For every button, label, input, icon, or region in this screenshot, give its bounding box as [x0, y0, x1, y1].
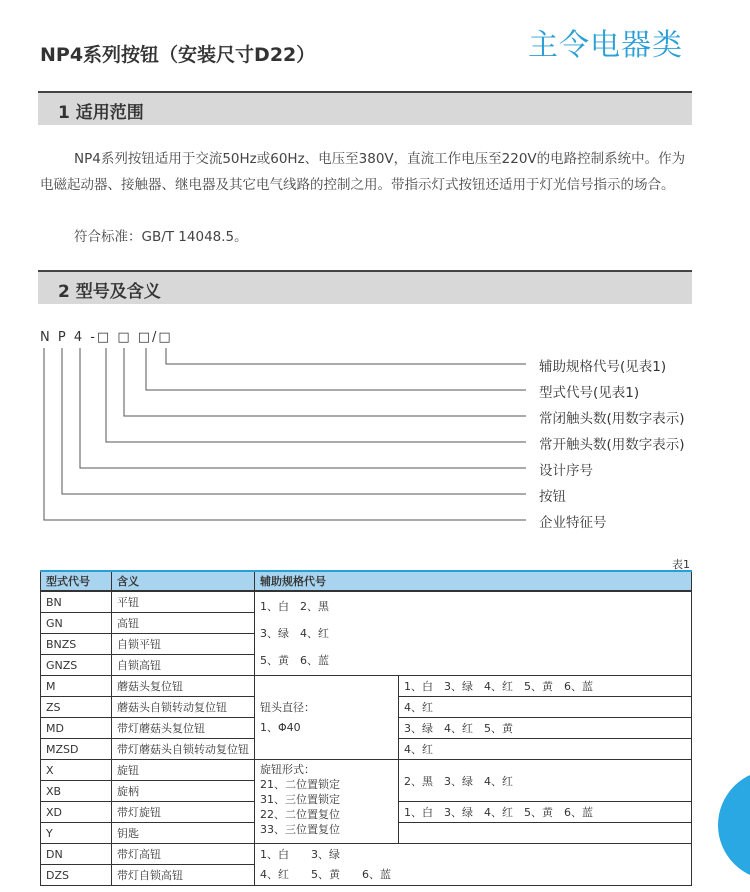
- meaning-cell: 自锁平钮: [112, 634, 255, 655]
- leader-line-aux: [166, 348, 526, 364]
- meaning-cell: 蘑菇头复位钮: [112, 676, 255, 697]
- aux-line: 1、白 3、绿: [260, 847, 340, 861]
- meaning-cell: 高钮: [112, 613, 255, 634]
- aux-spec-cell: [255, 676, 399, 760]
- label-enterprise-code: 企业特征号: [539, 515, 607, 531]
- aux-line: 33、三位置复位: [260, 823, 340, 836]
- standard-paragraph: 符合标准：GB/T 14048.5。: [74, 229, 248, 245]
- type-code-cell: Y: [41, 823, 112, 844]
- aux-line: 钮头直径：: [260, 700, 315, 714]
- meaning-cell: 带灯高钮: [112, 844, 255, 865]
- meaning-cell: 带灯旋钮: [112, 802, 255, 823]
- type-code-cell: ZS: [41, 697, 112, 718]
- header-aux-spec: 辅助规格代号: [255, 571, 692, 591]
- meaning-cell: 旋钮: [112, 760, 255, 781]
- table-header-row: [41, 571, 692, 591]
- meaning-cell: 带灯自锁高钮: [112, 865, 255, 886]
- aux-line: 22、二位置复位: [260, 808, 340, 821]
- type-code-cell: X: [41, 760, 112, 781]
- model-code: N P 4 -□ □ □/□: [40, 330, 173, 345]
- meaning-cell: 平钮: [112, 591, 255, 613]
- type-code-cell: XB: [41, 781, 112, 802]
- label-nc-contacts: 常闭触头数(用数字表示): [539, 411, 685, 427]
- leader-line-design: [80, 348, 526, 468]
- type-code-cell: BN: [41, 591, 112, 613]
- aux-line: 旋钮形式：: [260, 763, 315, 776]
- meaning-cell: 带灯蘑菇头自锁转动复位钮: [112, 739, 255, 760]
- label-aux-spec: 辅助规格代号(见表1): [539, 359, 667, 375]
- label-design-no: 设计序号: [539, 463, 593, 479]
- meaning-cell: 蘑菇头自锁转动复位钮: [112, 697, 255, 718]
- color-cell: 1、白 3、绿 4、红 5、黄 6、蓝: [399, 676, 692, 697]
- leader-line-type: [146, 348, 526, 390]
- aux-line: 21、二位置锁定: [260, 778, 340, 791]
- type-code-cell: MD: [41, 718, 112, 739]
- table-row: [41, 591, 692, 613]
- type-code-cell: DN: [41, 844, 112, 865]
- color-cell: 4、红: [399, 697, 692, 718]
- leader-line-no: [106, 348, 526, 442]
- table-row: [41, 676, 692, 697]
- type-code-cell: M: [41, 676, 112, 697]
- color-cell: 4、红: [399, 739, 692, 760]
- label-no-contacts: 常开触头数(用数字表示): [539, 437, 685, 453]
- meaning-cell: 带灯蘑菇头复位钮: [112, 718, 255, 739]
- color-cell-empty: [399, 823, 692, 844]
- type-code-cell: GNZS: [41, 655, 112, 676]
- type-code-cell: GN: [41, 613, 112, 634]
- type-code-cell: DZS: [41, 865, 112, 886]
- color-cell: 1、白 3、绿 4、红 5、黄 6、蓝: [399, 802, 692, 823]
- meaning-cell: 自锁高钮: [112, 655, 255, 676]
- type-code-cell: XD: [41, 802, 112, 823]
- meaning-cell: 旋柄: [112, 781, 255, 802]
- aux-spec-cell: [255, 844, 399, 886]
- leader-line-button: [62, 348, 526, 494]
- type-code-cell: MZSD: [41, 739, 112, 760]
- table-caption: 表1: [672, 558, 690, 571]
- aux-spec-cell: [255, 760, 399, 844]
- meaning-cell: 钥匙: [112, 823, 255, 844]
- color-cell: 2、黑 3、绿 4、红: [399, 760, 692, 802]
- table-row: [41, 760, 692, 781]
- aux-line: 5、黄 6、蓝: [260, 654, 329, 667]
- header-meaning: 含义: [112, 571, 255, 591]
- section-1-heading-text: 1 适用范围: [58, 103, 144, 123]
- aux-spec-cell: [255, 591, 692, 676]
- spec-table: [40, 570, 692, 886]
- section-1-paragraph: NP4系列按钮适用于交流50Hz或60Hz、电压至380V，直流工作电压至220V的电路控制系统中。作为电磁起动器、接触器、继电器及其它电气线路的控制之用。带指示灯式按钮还适用于灯光信号指示的场合。: [40, 151, 686, 193]
- header-type-code: 型式代号: [41, 571, 112, 591]
- type-code-cell: BNZS: [41, 634, 112, 655]
- category-label: 主令电器类: [528, 28, 683, 63]
- page-title: NP4系列按钮（安装尺寸D22）: [40, 44, 316, 66]
- color-cell: 3、绿 4、红 5、黄: [399, 718, 692, 739]
- label-button: 按钮: [539, 489, 566, 505]
- aux-line: 4、红 5、黄 6、蓝: [260, 867, 391, 881]
- aux-line: 31、三位置锁定: [260, 793, 340, 806]
- table-row: [41, 844, 692, 865]
- leader-line-nc: [124, 348, 526, 416]
- section-2-heading-text: 2 型号及含义: [58, 282, 161, 302]
- aux-line: 3、绿 4、红: [260, 627, 329, 640]
- color-cell-empty: [399, 844, 692, 886]
- aux-line: 1、白 2、黑: [260, 600, 329, 613]
- aux-line: 1、Φ40: [260, 720, 301, 734]
- label-type-code: 型式代号(见表1): [539, 385, 640, 401]
